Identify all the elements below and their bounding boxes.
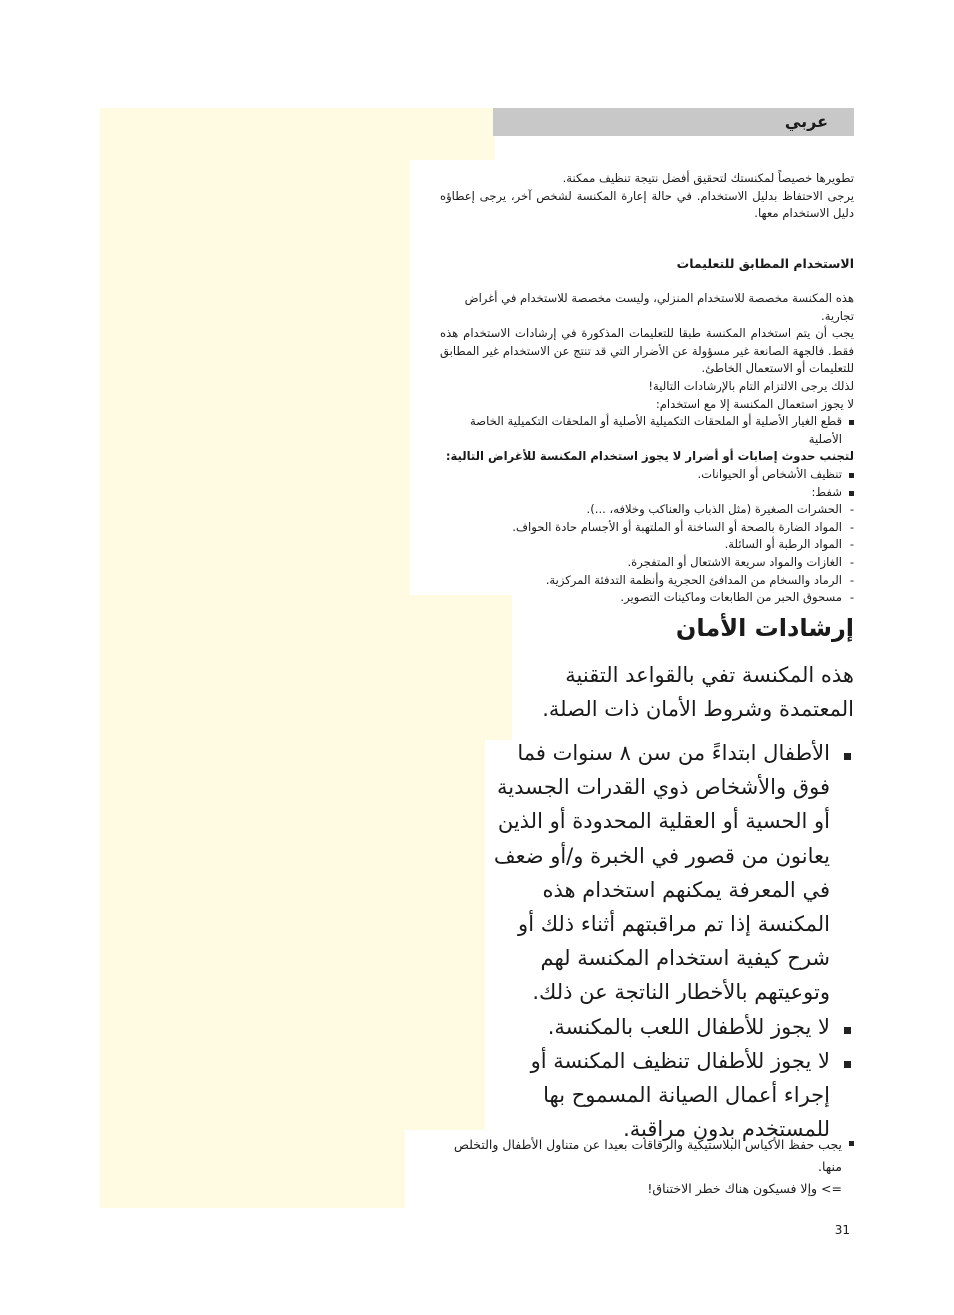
proper-use-paragraph-1: هذه المكنسة مخصصة للاستخدام المنزلي، وليست مخصصة للاستخدام في أغراض تجارية. bbox=[464, 291, 854, 323]
proper-use-paragraph-3: لذلك يرجى الالتزام التام بالإرشادات التالية! bbox=[648, 378, 854, 393]
safety-item-children-supervision: الأطفال ابتداءً من سن ٨ سنوات فما فوق والأشخاص ذوي القدرات الجسدية أو الحسية أو العقلية المحدودة أو الذين يعانون من قصور في الخبرة و/أو ضعف في المعرفة يمكنهم استخدام هذه المكنسة إذا تم مراقبتهم أثناء ذلك أو شرح كيفية استخدام المكنسة لهم وتوعيتهم بالأخطار الناتجة عن ذلك. bbox=[490, 736, 854, 1010]
safety-item-no-play: لا يجوز للأطفال اللعب بالمكنسة. bbox=[490, 1010, 854, 1044]
background-panel-footer bbox=[100, 1128, 405, 1208]
proper-use-paragraph-2: يجب أن يتم استخدام المكنسة طبقا للتعليمات المذكورة في إرشادات الاستخدام هذه فقط. فالجهة الصانعة غير مسؤولة عن الأضرار التي قد تنتج عن الاستخدام غير المطابق للتعليمات أو الاستعمال الخاطئ. bbox=[440, 326, 854, 376]
proper-use-warning: لتجنب حدوث إصابات أو أضرار لا يجوز استخدام المكنسة للأغراض التالية: bbox=[445, 449, 854, 464]
suffocation-warning: => وإلا فسيكون هناك خطر الاختناق! bbox=[647, 1181, 842, 1196]
dash-item: - مسحوق الحبر من الطابعات وماكينات التصوير. bbox=[440, 589, 854, 607]
language-header-bar bbox=[493, 108, 854, 136]
safety-list bbox=[490, 736, 854, 1146]
intro-section bbox=[440, 170, 854, 223]
background-panel-bottom bbox=[100, 738, 485, 1130]
intro-line-2: يرجى الاحتفاظ بدليل الاستخدام. في حالة إعارة المكنسة لشخص آخر، يرجى إعطاؤه دليل الاستخدام معها. bbox=[440, 188, 854, 221]
language-label: عربي bbox=[784, 112, 828, 131]
dash-item: - المواد الضارة بالصحة أو الساخنة أو الملتهبة أو الأجسام حادة الحواف. bbox=[440, 519, 854, 537]
dash-item: - المواد الرطبة أو السائلة. bbox=[440, 536, 854, 554]
intro-line-1: تطويرها خصيصاً لمكنستك لتحقيق أفضل نتيجة تنظيف ممكنة. bbox=[562, 171, 854, 185]
safety-intro: هذه المكنسة تفي بالقواعد التقنية المعتمدة وشروط الأمان ذات الصلة. bbox=[542, 663, 854, 721]
proper-use-paragraph-4: لا يجوز استعمال المكنسة إلا مع استخدام: bbox=[655, 396, 854, 411]
dash-item: - الغازات والمواد سريعة الاشتعال أو المتفجرة. bbox=[440, 554, 854, 572]
list-item-original-parts: قطع الغيار الأصلية أو الملحقات التكميلية الأصلية أو الملحقات التكميلية الخاصة الأصلية bbox=[440, 413, 854, 448]
safety-title: إرشادات الأمان bbox=[675, 614, 854, 642]
proper-use-heading: الاستخدام المطابق للتعليمات bbox=[676, 256, 854, 271]
proper-use-section bbox=[440, 290, 854, 607]
bags-warning-item: يجب حفظ الأكياس البلاستيكية والرقاقات بعيدا عن متناول الأطفال والتخلص منها. bbox=[438, 1134, 854, 1178]
dash-item: - الحشرات الصغيرة (مثل الذباب والعناكب وخلافه، ...). bbox=[440, 501, 854, 519]
bags-section bbox=[438, 1134, 854, 1200]
background-panel-lower bbox=[100, 595, 512, 740]
background-panel-top bbox=[100, 108, 495, 160]
safety-item-no-cleaning: لا يجوز للأطفال تنظيف المكنسة أو إجراء أعمال الصيانة المسموح بها للمستخدم بدون مراقبة. bbox=[490, 1044, 854, 1147]
background-panel-middle bbox=[100, 158, 410, 598]
page-number: 31 bbox=[834, 1223, 850, 1237]
dash-item: - الرماد والسخام من المدافئ الحجرية وأنظمة التدفئة المركزية. bbox=[440, 572, 854, 590]
list-item-suction: شفط: bbox=[440, 484, 854, 502]
list-item-no-people-animals: تنظيف الأشخاص أو الحيوانات. bbox=[440, 466, 854, 484]
